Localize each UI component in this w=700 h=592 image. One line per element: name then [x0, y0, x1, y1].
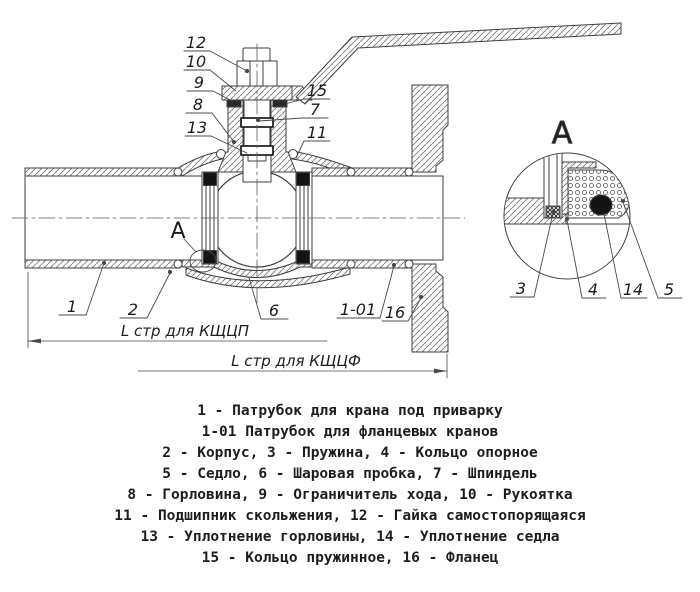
handle: [296, 23, 621, 104]
detail-marker-letter: A: [551, 116, 573, 151]
callout-1-01: 1-01: [339, 300, 377, 319]
callout-7: 7: [309, 100, 321, 119]
callout-11: 11: [306, 123, 328, 142]
legend-line-7: 13 - Уплотнение горловины, 14 - Уплотнение седла: [140, 529, 560, 545]
callout-9: 9: [193, 73, 205, 92]
callout-4: 4: [587, 280, 599, 299]
legend-line-2: 1-01 Патрубок для фланцевых кранов: [201, 424, 499, 440]
callout-2: 2: [127, 300, 139, 319]
legend-line-8: 15 - Кольцо пружинное, 16 - Фланец: [201, 550, 499, 566]
legend-line-3: 2 - Корпус, 3 - Пружина, 4 - Кольцо опорное: [162, 445, 538, 461]
legend-line-5: 8 - Горловина, 9 - Ограничитель хода, 10 - Рукоятка: [127, 487, 573, 503]
callout-1: 1: [66, 297, 78, 316]
view-marker-letter: A: [170, 219, 186, 244]
callout-15: 15: [306, 81, 328, 100]
callout-14: 14: [622, 280, 644, 299]
dimension-weld-version: L стр для КЩЦП: [120, 322, 250, 340]
legend-line-4: 5 - Седло, 6 - Шаровая пробка, 7 - Шпиндель: [162, 466, 538, 482]
callout-12: 12: [185, 33, 207, 52]
callout-13: 13: [186, 118, 208, 137]
legend-line-6: 11 - Подшипник скольжения, 12 - Гайка самостопорящаяся: [114, 508, 586, 524]
callout-5: 5: [663, 280, 675, 299]
callout-3: 3: [515, 279, 527, 298]
dimension-flange-version: L стр для КЩЦФ: [231, 352, 361, 370]
legend-line-1: 1 - Патрубок для крана под приварку: [197, 403, 503, 419]
callout-8: 8: [192, 95, 204, 114]
detail-view-a: [500, 116, 631, 279]
parts-legend: [0, 401, 700, 569]
callout-16: 16: [384, 303, 406, 322]
callout-6: 6: [268, 301, 280, 320]
callout-10: 10: [185, 52, 207, 71]
